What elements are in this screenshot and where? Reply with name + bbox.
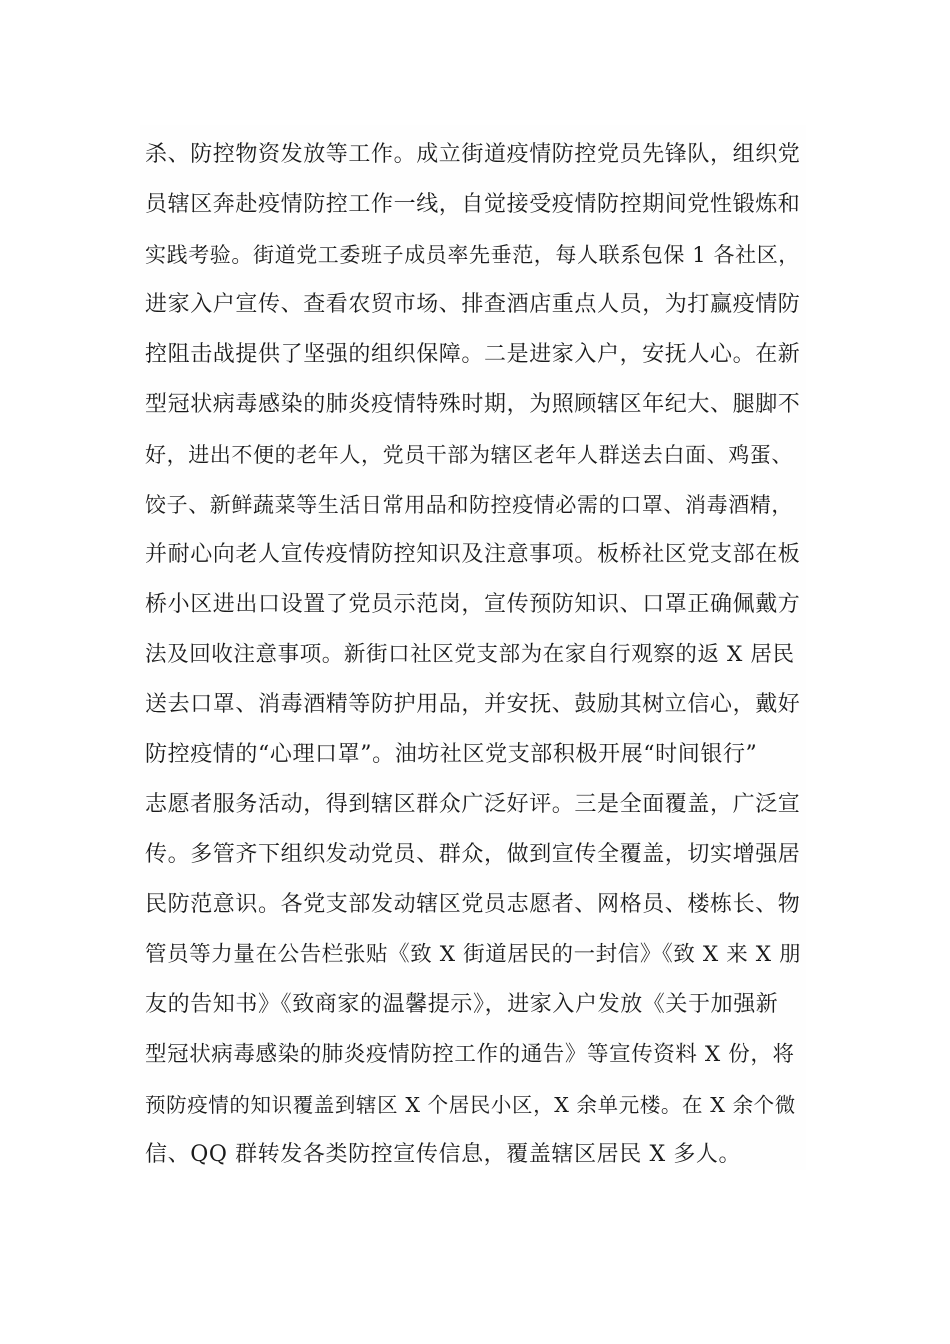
- text-line: 桥小区进出口设置了党员示范岗，宣传预防知识、口罩正确佩戴方: [145, 592, 801, 617]
- text-line: 型冠状病毒感染的肺炎疫情特殊时期，为照顾辖区年纪大、腿脚不: [145, 392, 801, 417]
- text-line: 送去口罩、消毒酒精等防护用品，并安抚、鼓励其树立信心，戴好: [145, 692, 801, 717]
- text-line: 管员等力量在公告栏张贴《致 X 街道居民的一封信》《致 X 来 X 朋: [145, 942, 802, 967]
- text-line: 预防疫情的知识覆盖到辖区 X 个居民小区，X 余单元楼。在 X 余个微: [145, 1093, 796, 1117]
- text-line: 防控疫情的“心理口罩”。油坊社区党支部积极开展“时间银行”: [145, 742, 758, 767]
- text-line: 法及回收注意事项。新街口社区党支部为在家自行观察的返 X 居民: [145, 642, 795, 667]
- text-line: 控阻击战提供了坚强的组织保障。二是进家入户，安抚人心。在新: [145, 342, 801, 367]
- text-line: 进家入户宣传、查看农贸市场、排查酒店重点人员，为打赢疫情防: [145, 292, 801, 317]
- text-line: 型冠状病毒感染的肺炎疫情防控工作的通告》等宣传资料 X 份，将: [145, 1042, 795, 1067]
- text-line: 友的告知书》《致商家的温馨提示》，进家入户发放《关于加强新: [145, 992, 779, 1017]
- text-line: 并耐心向老人宣传疫情防控知识及注意事项。板桥社区党支部在板: [145, 542, 801, 567]
- text-line: 志愿者服务活动，得到辖区群众广泛好评。三是全面覆盖，广泛宣: [145, 792, 801, 817]
- text-line: 杀、防控物资发放等工作。成立街道疫情防控党员先锋队，组织党: [145, 142, 801, 167]
- text-line: 好，进出不便的老年人，党员干部为辖区老年人群送去白面、鸡蛋、: [145, 443, 793, 467]
- text-line: 饺子、新鲜蔬菜等生活日常用品和防控疫情必需的口罩、消毒酒精，: [145, 493, 793, 517]
- text-line: 实践考验。街道党工委班子成员率先垂范，每人联系包保 1 各社区，: [145, 243, 800, 267]
- text-line: 信、QQ 群转发各类防控宣传信息，覆盖辖区居民 X 多人。: [145, 1142, 742, 1167]
- text-line: 民防范意识。各党支部发动辖区党员志愿者、网格员、楼栋长、物: [145, 892, 801, 917]
- body-paragraph: [140, 125, 806, 1170]
- text-line: 员辖区奔赴疫情防控工作一线，自觉接受疫情防控期间党性锻炼和: [145, 192, 801, 217]
- text-line: 传。多管齐下组织发动党员、群众，做到宣传全覆盖，切实增强居: [145, 842, 801, 867]
